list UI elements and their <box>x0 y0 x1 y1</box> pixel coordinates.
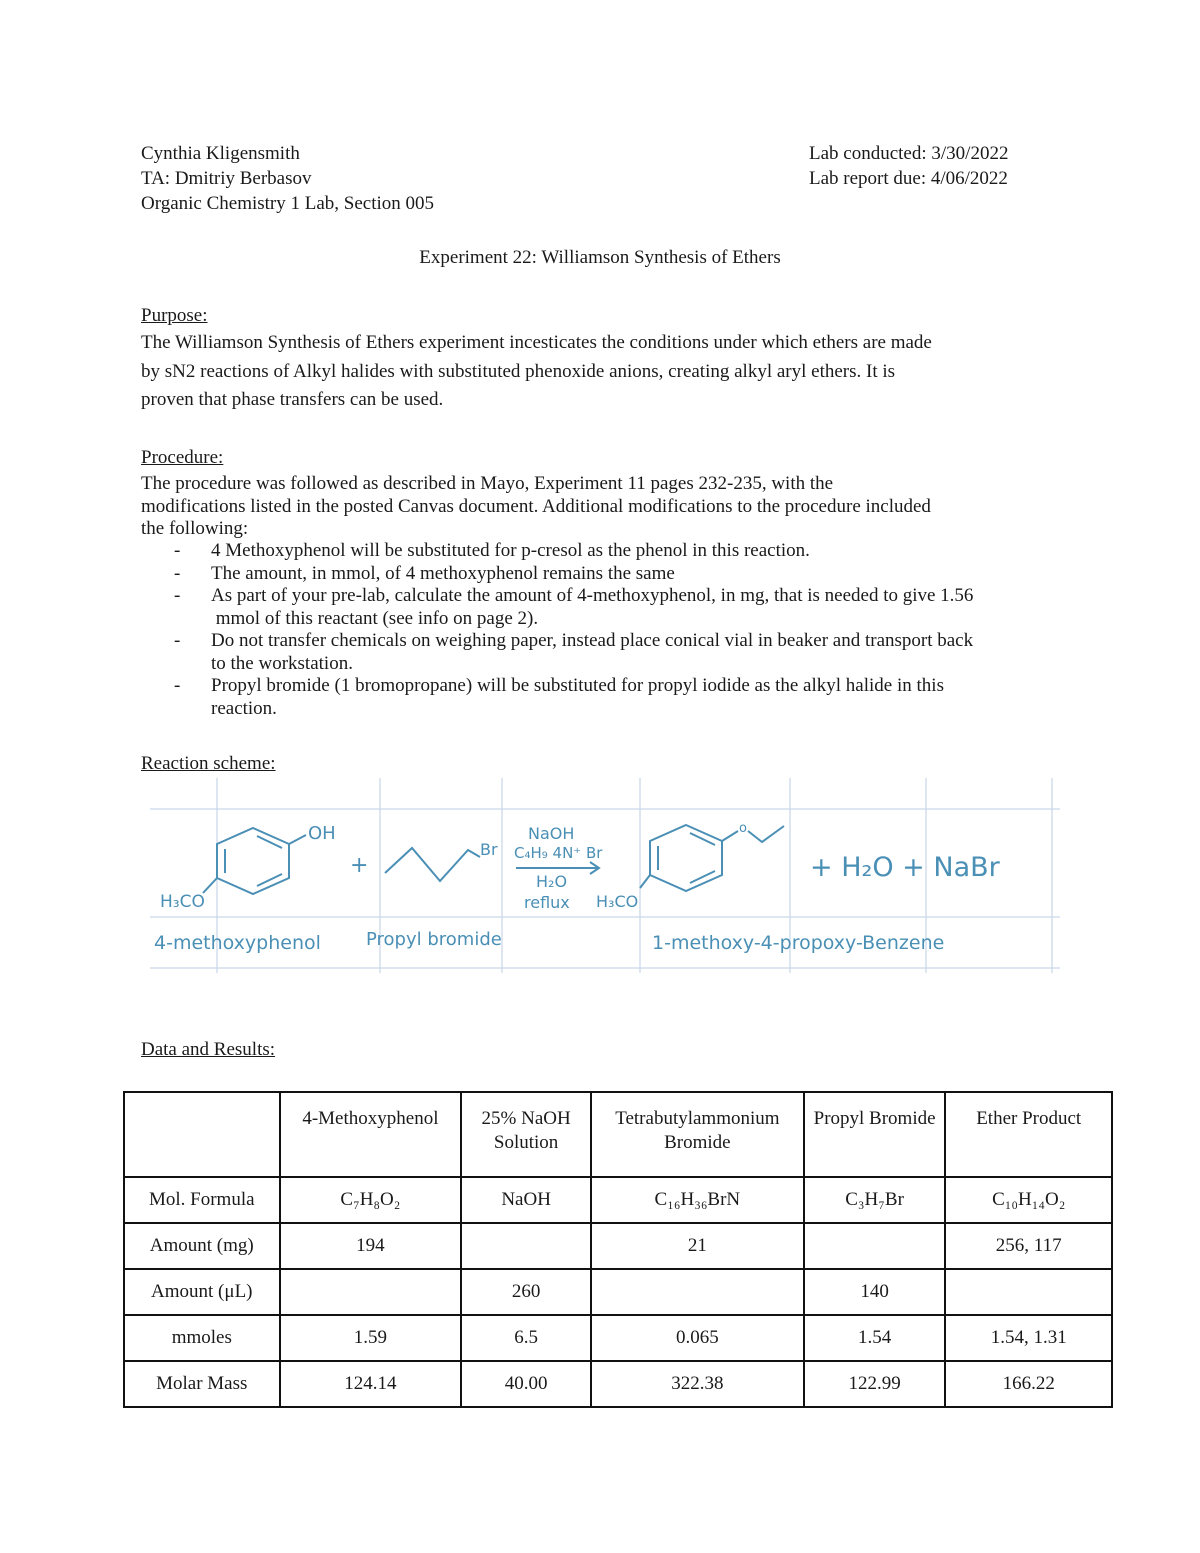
header-right <box>809 141 1008 191</box>
product-methoxy-label: H₃CO <box>596 892 639 911</box>
table-cell <box>461 1223 591 1269</box>
table-header-row <box>124 1092 1112 1177</box>
table-row <box>124 1177 1112 1223</box>
table-cell <box>280 1269 462 1315</box>
results-table <box>123 1091 1113 1408</box>
purpose-line: by sN2 reactions of Alkyl halides with substituted phenoxide anions, creating alkyl aryl ethers. It is <box>141 360 896 382</box>
reagent-naoh: NaOH <box>528 824 575 843</box>
table-cell: 1.54 <box>804 1315 946 1361</box>
bromine-label: Br <box>480 840 498 859</box>
purpose-line: proven that phase transfers can be used. <box>141 389 444 410</box>
list-item-line: to the workstation. <box>211 652 353 674</box>
reagent-phase-transfer: C₄H₉ 4N⁺ Br <box>514 844 603 862</box>
methoxy-label: H₃CO <box>160 892 205 912</box>
table-cell: C₃H₇Br <box>804 1177 946 1223</box>
list-item-line: Do not transfer chemicals on weighing paper, instead place conical vial in beaker and transport back <box>211 630 974 651</box>
column-header <box>124 1092 280 1177</box>
page-title: Experiment 22: Williamson Synthesis of Ethers <box>419 247 781 268</box>
list-item-line: Propyl bromide (1 bromopropane) will be substituted for propyl iodide as the alkyl halide in this <box>211 675 944 696</box>
methoxyphenol-structure <box>203 828 306 894</box>
table-cell: 1.54, 1.31 <box>945 1315 1112 1361</box>
plus-sign: + <box>350 853 369 878</box>
reaction-scheme-heading: Reaction scheme: <box>141 753 276 774</box>
list-item <box>141 540 1091 563</box>
row-label: mmoles <box>124 1315 280 1361</box>
table-cell: 166.22 <box>945 1361 1112 1407</box>
table-cell: C₇H₈O₂ <box>280 1177 462 1223</box>
table-cell: 256, 117 <box>945 1223 1112 1269</box>
ether-oxygen-label: o <box>739 821 747 836</box>
byproducts: + H₂O + NaBr <box>810 852 1000 883</box>
table-row <box>124 1223 1112 1269</box>
table-cell: 6.5 <box>461 1315 591 1361</box>
row-label: Mol. Formula <box>124 1177 280 1223</box>
reactant2-name: Propyl bromide <box>366 929 502 950</box>
course-section: Organic Chemistry 1 Lab, Section 005 <box>141 193 435 214</box>
table-cell: 260 <box>461 1269 591 1315</box>
row-label: Amount (μL) <box>124 1269 280 1315</box>
bullet-dash: - <box>174 630 181 651</box>
ta-name: TA: Dmitriy Berbasov <box>141 168 312 189</box>
reagent-water: H₂O <box>536 872 568 891</box>
bullet-dash: - <box>174 585 181 606</box>
list-item-line: mmol of this reactant (see info on page 2). <box>211 607 539 629</box>
reagent-reflux: reflux <box>524 893 570 912</box>
table-cell <box>945 1269 1112 1315</box>
purpose-heading: Purpose: <box>141 305 208 326</box>
table-cell: 0.065 <box>591 1315 804 1361</box>
bullet-dash: - <box>174 562 181 584</box>
table-cell: NaOH <box>461 1177 591 1223</box>
table-cell: 21 <box>591 1223 804 1269</box>
table-row <box>124 1361 1112 1407</box>
student-name: Cynthia Kligensmith <box>141 143 300 164</box>
table-cell: C₁₀H₁₄O₂ <box>945 1177 1112 1223</box>
procedure-modifications-list <box>141 540 1091 720</box>
lab-due-date: Lab report due: 4/06/2022 <box>809 168 1008 189</box>
table-cell <box>804 1223 946 1269</box>
table-cell: 124.14 <box>280 1361 462 1407</box>
purpose-line: The Williamson Synthesis of Ethers experiment incesticates the conditions under which ethers are made <box>141 332 932 353</box>
propyl-bromide-structure <box>385 848 480 881</box>
list-item <box>141 563 1091 586</box>
purpose-body <box>141 329 1061 415</box>
table-cell: C₁₆H₃₆BrN <box>591 1177 804 1223</box>
column-header: 4-Methoxyphenol <box>280 1092 462 1177</box>
list-item <box>141 630 1091 675</box>
column-header: Propyl Bromide <box>804 1092 946 1177</box>
bullet-dash: - <box>174 675 181 696</box>
procedure-line: the following: <box>141 518 249 539</box>
ether-product-structure <box>640 825 784 891</box>
row-label: Molar Mass <box>124 1361 280 1407</box>
list-item-line: As part of your pre-lab, calculate the amount of 4-methoxyphenol, in mg, that is needed to give 1.56 <box>211 585 974 606</box>
list-item-line: reaction. <box>211 697 277 719</box>
reactant1-name: 4-methoxyphenol <box>154 932 321 954</box>
column-header: Tetrabutylammonium Bromide <box>591 1092 804 1177</box>
table-cell: 194 <box>280 1223 462 1269</box>
bullet-dash: - <box>174 540 181 561</box>
table-row <box>124 1269 1112 1315</box>
table-cell: 1.59 <box>280 1315 462 1361</box>
table-cell: 140 <box>804 1269 946 1315</box>
row-label: Amount (mg) <box>124 1223 280 1269</box>
table-cell: 322.38 <box>591 1361 804 1407</box>
column-header: 25% NaOH Solution <box>461 1092 591 1177</box>
table-cell: 40.00 <box>461 1361 591 1407</box>
table-row <box>124 1315 1112 1361</box>
procedure-line: modifications listed in the posted Canvas document. Additional modifications to the procedure included <box>141 495 931 517</box>
results-heading: Data and Results: <box>141 1039 276 1060</box>
list-item <box>141 675 1091 720</box>
header-left <box>141 141 434 216</box>
lab-conducted-date: Lab conducted: 3/30/2022 <box>809 143 1009 164</box>
procedure-line: The procedure was followed as described in Mayo, Experiment 11 pages 232-235, with the <box>141 473 834 494</box>
column-header: Ether Product <box>945 1092 1112 1177</box>
procedure-body <box>141 473 1081 541</box>
hydroxyl-label: OH <box>308 823 336 844</box>
table-cell <box>591 1269 804 1315</box>
reaction-scheme-drawing <box>150 778 1060 973</box>
list-item <box>141 585 1091 630</box>
table-cell: 122.99 <box>804 1361 946 1407</box>
list-item-line: The amount, in mmol, of 4 methoxyphenol remains the same <box>211 562 675 584</box>
procedure-heading: Procedure: <box>141 447 224 468</box>
list-item-line: 4 Methoxyphenol will be substituted for p-cresol as the phenol in this reaction. <box>211 540 810 561</box>
product-name: 1-methoxy-4-propoxy-Benzene <box>652 932 945 954</box>
